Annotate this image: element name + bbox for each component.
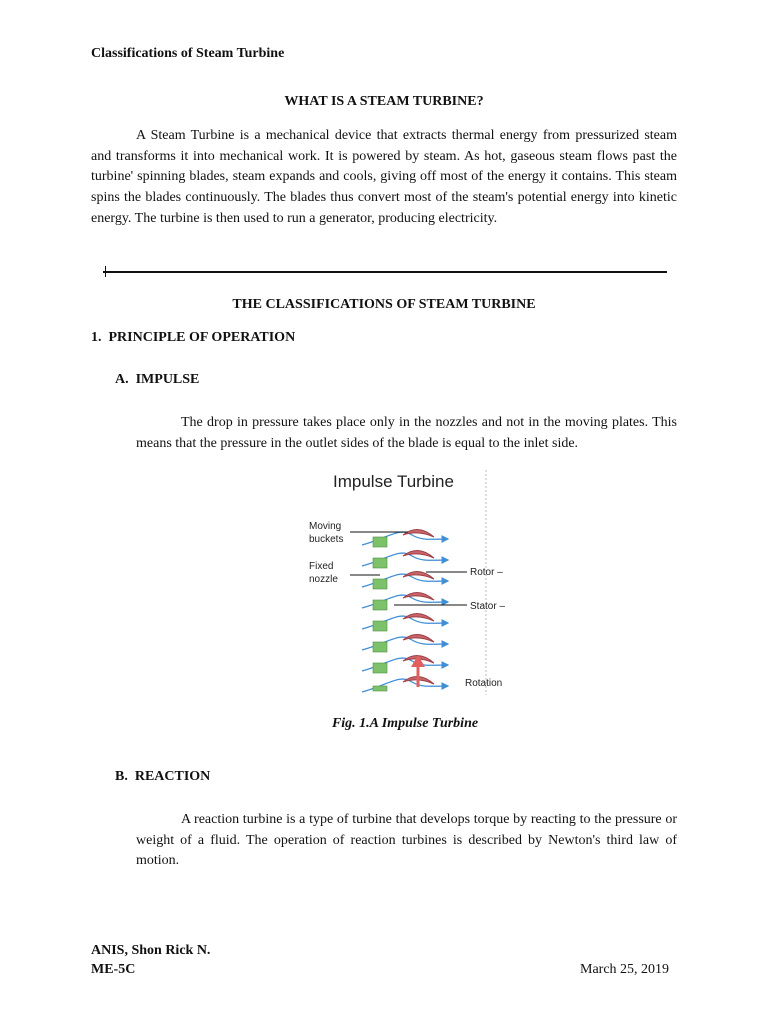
impulse-paragraph xyxy=(136,413,677,454)
label-nozzle: nozzle xyxy=(309,574,338,585)
label-buckets: buckets xyxy=(309,534,344,545)
fixed-nozzle-block xyxy=(373,686,387,691)
footer-author: ANIS, Shon Rick N. xyxy=(91,943,211,958)
fixed-nozzle-block xyxy=(373,642,387,652)
fixed-nozzle-block xyxy=(373,579,387,589)
label-stator: Stator – xyxy=(470,601,505,612)
impulse-turbine-diagram xyxy=(300,465,505,695)
turbine-stages xyxy=(362,529,448,692)
intro-paragraph xyxy=(91,126,677,230)
figure-title: Impulse Turbine xyxy=(333,472,454,491)
moving-bucket xyxy=(403,613,434,621)
footer-section: ME-5C xyxy=(91,962,136,977)
moving-bucket xyxy=(403,550,434,558)
section-heading-classifications: THE CLASSIFICATIONS OF STEAM TURBINE xyxy=(232,297,536,312)
horizontal-rule xyxy=(103,271,667,273)
rule-tick-mark xyxy=(105,266,106,277)
reaction-text: A reaction turbine is a type of turbine that develops torque by reacting to the pressure or weight of a fluid. The operation of reaction turbines is described by Newton's third law of motion. xyxy=(136,812,677,869)
heading-principle-of-operation: 1. PRINCIPLE OF OPERATION xyxy=(91,330,296,345)
moving-bucket xyxy=(403,571,434,579)
fixed-nozzle-block xyxy=(373,663,387,673)
heading-reaction: B. REACTION xyxy=(115,769,211,784)
impulse-turbine-figure xyxy=(300,465,505,695)
moving-bucket xyxy=(403,529,434,537)
fixed-nozzle-block xyxy=(373,621,387,631)
label-fixed: Fixed xyxy=(309,561,334,572)
fixed-nozzle-block xyxy=(373,537,387,547)
label-moving: Moving xyxy=(309,521,342,532)
moving-bucket xyxy=(403,592,434,600)
figure-caption: Fig. 1.A Impulse Turbine xyxy=(331,716,479,731)
label-rotation: Rotation xyxy=(465,678,503,689)
fixed-nozzle-block xyxy=(373,558,387,568)
label-rotor: Rotor – xyxy=(470,567,503,578)
intro-text: A Steam Turbine is a mechanical device that extracts thermal energy from pressurized steam and transforms it into mechanical work. It is powered by steam. As hot, gaseous steam flows past the turbine' spinning blades, steam expands and cools, giving off most of the energy it contains. This steam spins the blades continuously. The blades thus convert most of the steam's potential energy into kinetic energy. The turbine is then used to run a generator, producing electricity. xyxy=(91,128,677,226)
heading-impulse: A. IMPULSE xyxy=(115,372,200,387)
impulse-text: The drop in pressure takes place only in the nozzles and not in the moving plates. This means that the pressure in the outlet sides of the blade is equal to the inlet side. xyxy=(136,415,677,451)
moving-bucket xyxy=(403,634,434,642)
reaction-paragraph xyxy=(136,810,677,872)
document-title: Classifications of Steam Turbine xyxy=(91,46,285,61)
footer-date: March 25, 2019 xyxy=(580,962,670,977)
section-heading-what-is: WHAT IS A STEAM TURBINE? xyxy=(284,94,484,109)
fixed-nozzle-block xyxy=(373,600,387,610)
